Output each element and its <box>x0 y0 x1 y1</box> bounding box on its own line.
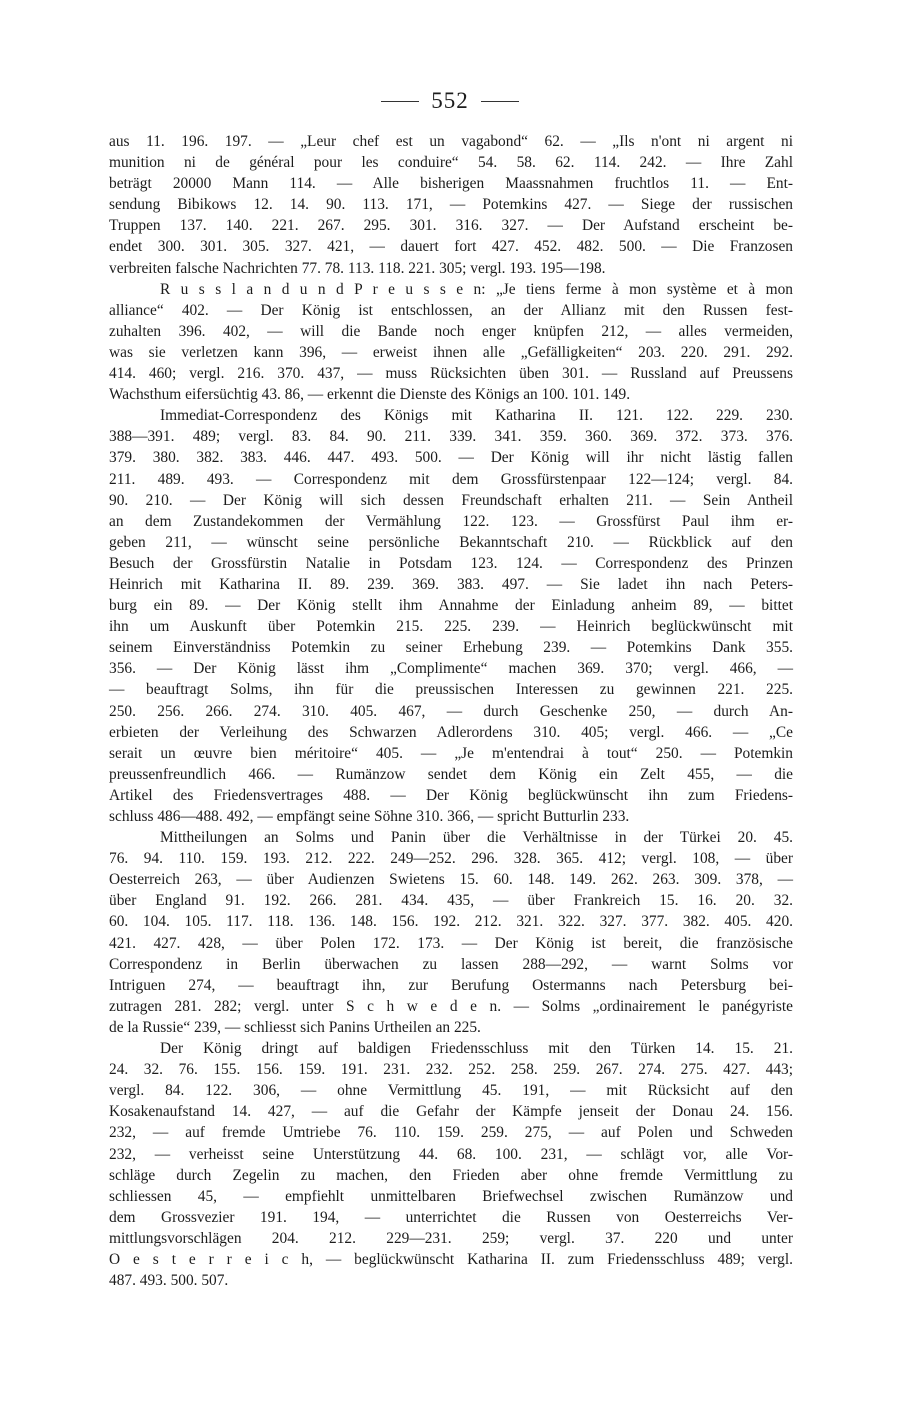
text-line: munition ni de général pour les conduire“ 54. 58. 62. 114. 242. — Ihre Zahl <box>109 154 793 172</box>
text-line: O e s t e r r e i c h, — beglückwünscht Katharina II. zum Friedensschluss 489; vergl. <box>109 1250 793 1268</box>
text-line: Mittheilungen an Solms und Panin über die Verhältnisse in der Türkei 20. 45. <box>160 829 793 847</box>
text-line: an dem Zustandekommen der Vermählung 122. 123. — Grossfürst Paul ihm er- <box>109 512 793 530</box>
text-line: Correspondenz in Berlin überwachen zu lassen 288—292, — warnt Solms vor <box>109 955 793 973</box>
text-line: mittlungsvorschlägen 204. 212. 229—231. 259; vergl. 37. 220 und unter <box>109 1229 793 1247</box>
text-line: alliance“ 402. — Der König ist entschlossen, an der Allianz mit den Russen fest- <box>109 301 793 319</box>
text-line: aus 11. 196. 197. — „Leur chef est un vagabond“ 62. — „Ils n'ont ni argent ni <box>109 133 793 150</box>
text-line: burg ein 89. — Der König stellt ihm Annahme der Einladung anheim 89, — bittet <box>109 597 793 615</box>
text-line: Truppen 137. 140. 221. 267. 295. 301. 316. 327. — Der Aufstand erscheint be- <box>109 217 793 235</box>
header-rule-right <box>481 101 519 102</box>
text-line: Heinrich mit Katharina II. 89. 239. 369. 383. 497. — Sie ladet ihn nach Peters- <box>109 575 793 593</box>
text-line: 250. 256. 266. 274. 310. 405. 467, — durch Geschenke 250, — durch An- <box>109 702 793 720</box>
text-line: 76. 94. 110. 159. 193. 212. 222. 249—252. 296. 328. 365. 412; vergl. 108, — über <box>109 850 793 868</box>
text-line: über England 91. 192. 266. 281. 434. 435, — über Frankreich 15. 16. 20. 32. <box>109 892 793 910</box>
text-line: 211. 489. 493. — Correspondenz mit dem Grossfürstenpaar 122—124; vergl. 84. <box>109 470 793 488</box>
text-line: preussenfreundlich 466. — Rumänzow sendet dem König ein Zelt 455, — die <box>109 765 793 783</box>
text-line: 90. 210. — Der König will sich dessen Freundschaft erhalten 211. — Sein Antheil <box>109 491 793 509</box>
text-line: — beauftragt Solms, ihn für die preussischen Interessen zu gewinnen 221. 225. <box>109 681 793 699</box>
text-line: 232, — auf fremde Umtriebe 76. 110. 159. 259. 275, — auf Polen und Schweden <box>109 1124 793 1142</box>
text-line: Immediat-Correspondenz des Königs mit Katharina II. 121. 122. 229. 230. <box>160 407 793 425</box>
text-line: zutragen 281. 282; vergl. unter S c h w e d e n. — Solms „ordinairement le panégyriste <box>109 997 793 1015</box>
text-line: Kosakenaufstand 14. 427, — auf die Gefahr der Kämpfe jenseit der Donau 24. 156. <box>109 1103 793 1121</box>
text-line: 232, — verheisst seine Unterstützung 44. 68. 100. 231, — schlägt vor, alle Vor- <box>109 1145 793 1163</box>
text-line: 487. 493. 500. 507. <box>109 1272 229 1290</box>
text-line: 379. 380. 382. 383. 446. 447. 493. 500. — Der König will ihr nicht lästig fallen <box>109 449 793 467</box>
text-line: Der König dringt auf baldigen Friedensschluss mit den Türken 14. 15. 21. <box>160 1040 793 1058</box>
text-line: verbreiten falsche Nachrichten 77. 78. 113. 118. 221. 305; vergl. 193. 195—198. <box>109 259 606 277</box>
text-line: Intriguen 274, — beauftragt ihn, zur Berufung Ostermanns nach Petersburg bei- <box>109 976 793 994</box>
text-line: beträgt 20000 Mann 114. — Alle bisherigen Maassnahmen fruchtlos 11. — Ent- <box>109 175 793 193</box>
text-line: schluss 486—488. 492, — empfängt seine Söhne 310. 366, — spricht Butturlin 233. <box>109 808 630 825</box>
text-line: Oesterreich 263, — über Audienzen Swietens 15. 60. 148. 149. 262. 263. 309. 378, — <box>109 871 793 889</box>
text-line: 388—391. 489; vergl. 83. 84. 90. 211. 339. 341. 359. 360. 369. 372. 373. 376. <box>109 428 793 446</box>
text-line: de la Russie“ 239, — schliesst sich Panins Urtheilen an 225. <box>109 1018 481 1036</box>
text-line: 356. — Der König lässt ihm „Complimente“ machen 369. 370; vergl. 466, — <box>109 660 793 678</box>
text-line: R u s s l a n d u n d P r e u s s e n: „Je tiens ferme à mon système et à mon <box>160 280 793 298</box>
header-rule-left <box>381 101 419 102</box>
text-line: seinem Einverständniss Potemkin zu seiner Erhebung 239. — Potemkins Dank 355. <box>109 639 793 657</box>
text-line: 24. 32. 76. 155. 156. 159. 191. 231. 232. 252. 258. 259. 267. 274. 275. 427. 443; <box>109 1061 793 1079</box>
text-line: 421. 427. 428, — über Polen 172. 173. — Der König ist bereit, die französische <box>109 934 793 952</box>
text-line: Artikel des Friedensvertrages 488. — Der König beglückwünscht ihn zum Friedens- <box>109 786 793 804</box>
text-line: vergl. 84. 122. 306, — ohne Vermittlung 45. 191, — mit Rücksicht auf den <box>109 1082 793 1100</box>
text-line: sendung Bibikows 12. 14. 90. 113. 171, — Potemkins 427. — Siege der russischen <box>109 196 793 214</box>
text-line: erbieten der Verleihung des Schwarzen Adlerordens 310. 405; vergl. 466. — „Ce <box>109 723 793 741</box>
text-line: Wachsthum eifersüchtig 43. 86, — erkennt die Dienste des Königs an 100. 101. 149. <box>109 386 631 404</box>
text-line: 414. 460; vergl. 216. 370. 437, — muss Rücksichten üben 301. — Russland auf Preussens <box>109 365 793 383</box>
text-line: zuhalten 396. 402, — will die Bande noch enger knüpfen 212, — alles vermeiden, <box>109 322 793 340</box>
text-line: schläge durch Zegelin zu machen, den Frieden aber ohne fremde Vermittlung zu <box>109 1166 793 1184</box>
index-text-body <box>109 131 793 1291</box>
text-line: endet 300. 301. 305. 327. 421, — dauert fort 427. 452. 482. 500. — Die Franzosen <box>109 238 793 256</box>
text-line: was sie verletzen kann 396, — erweist ihnen alle „Gefälligkeiten“ 203. 220. 291. 292. <box>109 343 793 361</box>
page-number: 552 <box>431 88 469 113</box>
text-line: ihn um Auskunft über Potemkin 215. 225. 239. — Heinrich beglückwünscht mit <box>109 618 793 636</box>
text-line: geben 211, — wünscht seine persönliche Bekanntschaft 210. — Rückblick auf den <box>109 533 793 551</box>
text-line: Besuch der Grossfürstin Natalie in Potsdam 123. 124. — Correspondenz des Prinzen <box>109 554 793 572</box>
page-header <box>0 88 900 114</box>
text-line: serait un œuvre bien méritoire“ 405. — „Je m'entendrai à tout“ 250. — Potemkin <box>109 744 793 762</box>
text-line: 60. 104. 105. 117. 118. 136. 148. 156. 192. 212. 321. 322. 327. 377. 382. 405. 420. <box>109 913 793 931</box>
text-line: schliessen 45, — empfiehlt unmittelbaren Briefwechsel zwischen Rumänzow und <box>109 1187 793 1205</box>
text-line: dem Grossvezier 191. 194, — unterrichtet die Russen von Oesterreichs Ver- <box>109 1208 793 1226</box>
